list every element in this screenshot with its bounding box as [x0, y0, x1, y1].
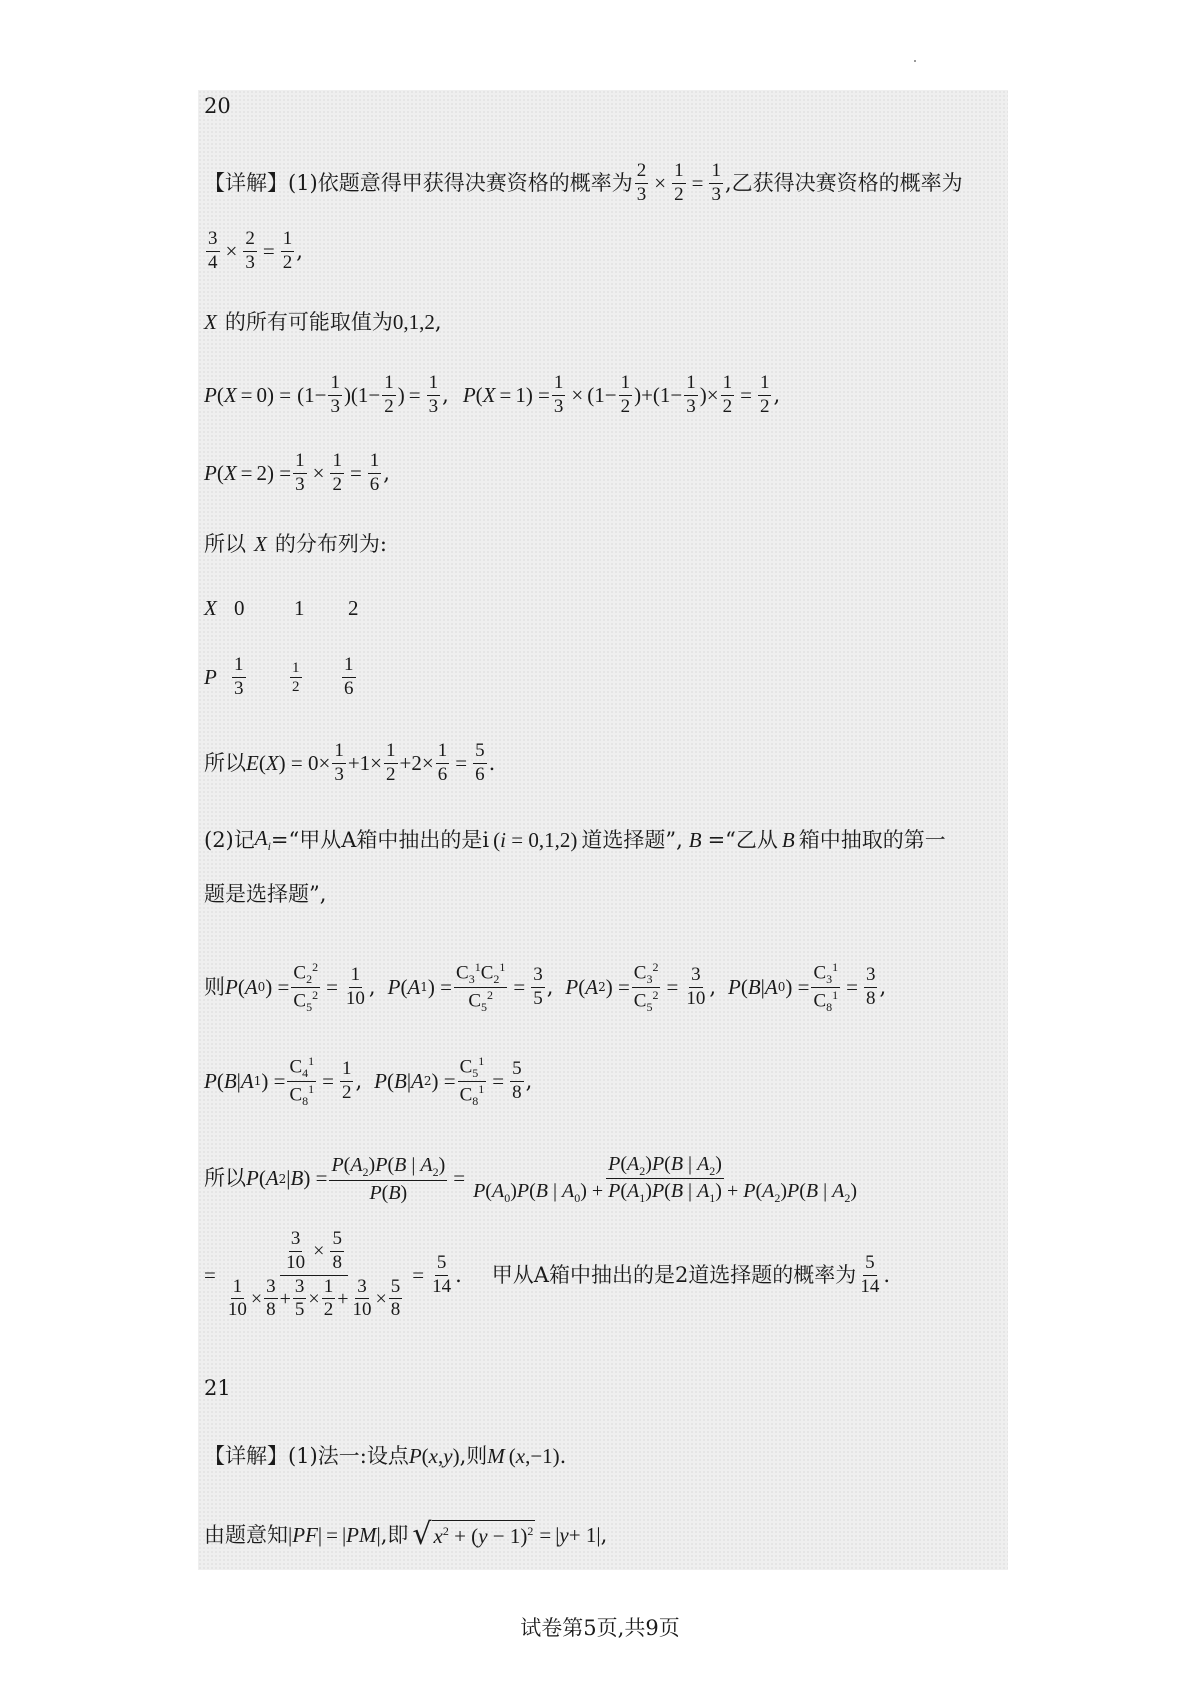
prob-line-2: P ( B | A 1 ) = $\frac{C_4^1}{C_8^1}$ = $\frac{1}{2}$ , P ( B | A 2 ) = $\frac{C_5^1}{C_8^1}$ = $\frac{5}{8}$ ,	[204, 1054, 533, 1108]
expectation-line: 所以 E ( X ) = 0× $\frac{1}{3}$ +1× $\frac{1}{2}$ +2× $\frac{1}{6}$ = $\frac{5}{6}$ .	[204, 740, 496, 785]
solution-line-6: 所以 X 的分布列为:	[204, 532, 387, 556]
bayes-line: 所以 P ( A 2 | B ) = $\frac{P(A_2)P(B | A_2)}{P(B)}$ = $\frac{P(A_2)P(B | A_2)}{P(A_0)P(B | A_0) + P(A_1)P(B | A_1) + P(A_2)P(B | A_2)}$	[204, 1153, 858, 1206]
solution-line-5: P ( X = 2) = $\frac{1}{3}$ × $\frac{1}{2}$ = $\frac{1}{6}$ ,	[204, 450, 390, 495]
q21-line-2: 由题意知 | PF | = | PM | ,即 √ $x^2 + (y - 1)^2$ = | y + 1| ,	[204, 1517, 608, 1552]
scan-speck	[914, 60, 916, 62]
final-line: = $\frac{3}{10}$ × $\frac{5}{8}$ $\frac{1}{10}$ × $\frac{3}{8}$ + $\frac{3}{5}$ × $\frac{1}{2}$ + $\frac{3}{10}$ × $\frac{5}{8}$ = $\frac{5}{14}$ . 甲从A箱中抽出的是2道选择题的概率为 $\frac{5}{14}$ .	[204, 1228, 890, 1321]
solution-line-2: $\frac{3}{4}$ × $\frac{2}{3}$ = $\frac{1}{2}$ ,	[208, 228, 303, 273]
solution-line-4: P ( X = 0) = (1− $\frac{1}{3}$ )(1− $\frac{1}{2}$ ) = $\frac{1}{3}$ , P ( X = 1) = $\frac{1}{3}$ × (1− $\frac{1}{2}$ )+(1− $\frac{1}{3}$ )× $\frac{1}{2}$ = $\frac{1}{2}$ ,	[204, 372, 781, 417]
question-number-21: 21	[204, 1376, 231, 1400]
distribution-row-x: X 0 1 2	[204, 596, 359, 620]
prob-line-1: 则 P ( A 0 ) = $\frac{C_2^2}{C_5^2}$ = $\frac{1}{10}$ , P ( A 1 ) = $\frac{C_3^1C_2^1}{C_5^2}$ = $\frac{3}{5}$ , P ( A 2 ) = $\frac{C_3^2}{C_5^2}$ = $\frac{3}{10}$ , P ( B | A 0 ) = $\frac{C_3^1}{C_8^1}$ = $\frac{3}{8}$ ,	[204, 960, 887, 1014]
solution-line-3: X 的所有可能取值为 0,1,2 ,	[204, 310, 442, 334]
distribution-row-p: P $\frac{1}{3}$ $\frac{1}{2}$ $\frac{1}{6}$	[204, 654, 354, 699]
part2-line-1: (2)记 $A_i$ =“甲从A箱中抽出的是i (i = 0,1,2) 道选择题”, B =“乙从 B 箱中抽取的第一	[204, 826, 946, 854]
question-number-20: 20	[204, 94, 231, 118]
page-footer: 试卷第5页,共9页	[520, 1616, 680, 1640]
solution-line-1: 【详解】(1)依题意得甲获得决赛资格的概率为 $\frac{2}{3}$ × $\frac{1}{2}$ = $\frac{1}{3}$ , 乙获得决赛资格的概率为	[204, 160, 963, 205]
q21-line-1: 【详解】(1)法一:设点 P ( x , y ) ,则 M ( x ,−1) .	[204, 1444, 567, 1468]
part2-line-2: 题是选择题”,	[204, 882, 327, 906]
